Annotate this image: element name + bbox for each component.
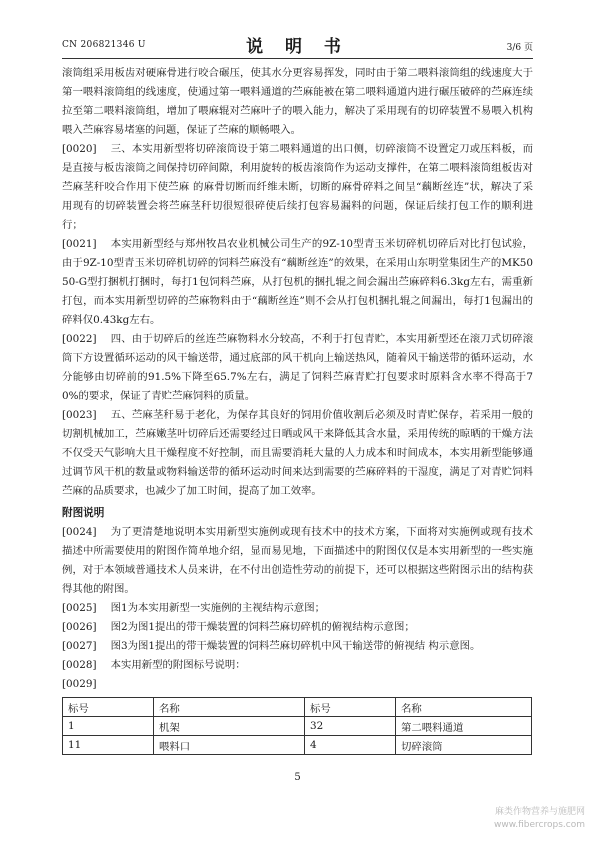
paragraph-text: 本实用新型的附图标号说明： — [110, 659, 246, 671]
watermark-title: 麻类作物营养与施肥网 — [494, 807, 585, 817]
paragraph-0023 — [62, 406, 533, 501]
watermark — [494, 806, 585, 832]
paragraph-0020 — [62, 140, 533, 235]
paragraph-number: [0022] — [62, 333, 97, 345]
paragraph-text: 三、本实用新型将切碎滚筒设于第二喂料通道的出口侧，切碎滚筒不设置定刀或压料板，而是直接与板齿滚筒之间保持切碎间隙，利用旋转的板齿滚筒作为运动支撑件，在第二喂料滚筒组板齿对苎麻茎秆咬合作用下使苎麻 的麻骨切断而纤维未断，切断的麻骨碎料之间呈“藕断丝连”状，解决了采用现有的切碎装置会将苎麻茎秆切很短很碎使后续打包容易漏料的问题，保证后续打包工作的顺利进行； — [62, 143, 533, 231]
table-header-cell: 名称 — [154, 698, 305, 717]
table-cell: 1 — [63, 717, 154, 736]
table-cell: 第二喂料通道 — [396, 717, 532, 736]
table-header-cell: 标号 — [63, 698, 154, 717]
page-header — [62, 30, 533, 59]
table-header-cell: 标号 — [305, 698, 396, 717]
table-cell: 机架 — [154, 717, 305, 736]
table-cell: 11 — [63, 736, 154, 755]
paragraph-0029 — [62, 675, 533, 694]
watermark-url: www.fibercrops.com — [494, 820, 585, 830]
paragraph-text: 图2为图1提出的带干燥装置的饲料苎麻切碎机的俯视结构示意图； — [110, 621, 415, 633]
figure-description — [62, 523, 533, 694]
paragraph-0025 — [62, 599, 533, 618]
paragraph-text: 本实用新型经与郑州牧昌农业机械公司生产的9Z-10型青玉米切碎机切碎后对比打包试验，由于9Z-10型青玉米切碎机切碎的饲料苎麻没有“藕断丝连”的效果，在采用山东明堂集团生产的MK5050-G型打捆机打捆时，每打1包饲料苎麻，从打包机的捆扎辊之间会漏出苎麻碎料6.3kg左右，需重新打包，而本实用新型切碎的苎麻物料由于“藕断丝连”则不会从打包机捆扎辊之间漏出，每打1包漏出的碎料仅0.43kg左右。 — [62, 238, 533, 326]
paragraph-number: [0020] — [62, 143, 97, 155]
table-header-row — [63, 698, 532, 717]
table-row — [63, 717, 532, 736]
table-cell: 32 — [305, 717, 396, 736]
table-cell: 喂料口 — [154, 736, 305, 755]
paragraph-number: [0023] — [62, 409, 97, 421]
paragraph-text: 四、由于切碎后的丝连苎麻物料水分较高，不利于打包青贮，本实用新型还在滚刀式切碎滚筒下方设置循环运动的风干输送带，通过底部的风干机向上输送热风，随着风干输送带的循环运动，水分能够由切碎前的91.5%下降至65.7%左右，满足了饲料苎麻青贮打包要求时原料含水率不得高于70%的要求，保证了青贮苎麻饲料的质量。 — [62, 333, 533, 402]
paragraph-0024 — [62, 523, 533, 599]
paragraph-number: [0028] — [62, 659, 97, 671]
paragraph-number: [0026] — [62, 621, 97, 633]
paragraph-text: 五、苎麻茎秆易于老化，为保存其良好的饲用价值收割后必须及时青贮保存，若采用一般的切割机械加工，苎麻嫩茎叶切碎后还需要经过日晒或风干来降低其含水量，采用传统的晾晒的干燥方法不仅受天气影响大且干燥程度不好控制，而且需要消耗大量的人力成本和时间成本，本实用新型能够通过调节风干机的数量或物料输送带的循环运动时间来达到需要的苎麻碎料的干湿度，满足了对青贮饲料苎麻的品质要求，也减少了加工时间，提高了加工效率。 — [62, 409, 533, 497]
reference-numeral-table — [62, 697, 532, 755]
table-cell: 切碎滚筒 — [396, 736, 532, 755]
paragraph-text: 图3为图1提出的带干燥装置的饲料苎麻切碎机中风干输送带的俯视结 构示意图。 — [110, 640, 481, 652]
paragraph-0026 — [62, 618, 533, 637]
paragraph-text: 为了更清楚地说明本实用新型实施例或现有技术中的技术方案，下面将对实施例或现有技术描述中所需要使用的附图作简单地介绍，显而易见地，下面描述中的附图仅仅是本实用新型的一些实施例，对于本领域普通技术人员来讲，在不付出创造性劳动的前提下，还可以根据这些附图示出的结构获得其他的附图。 — [62, 526, 533, 595]
paragraph-number: [0027] — [62, 640, 97, 652]
paragraph-0028 — [62, 656, 533, 675]
paragraph-number: [0029] — [62, 678, 97, 690]
patent-number: CN 206821346 U — [62, 40, 146, 50]
paragraph-number: [0024] — [62, 526, 97, 538]
section-heading: 附图说明 — [62, 507, 105, 519]
paragraph — [62, 64, 533, 140]
paragraph-0022 — [62, 330, 533, 406]
paragraph-text: 图1为本实用新型一实施例的主视结构示意图； — [110, 602, 325, 614]
paragraph-number: [0021] — [62, 238, 97, 250]
page-number: 5 — [294, 772, 301, 783]
paragraph-0021 — [62, 235, 533, 330]
paragraph-number: [0025] — [62, 602, 97, 614]
paragraph-text: 滚筒组采用板齿对硬麻骨进行咬合碾压，使其水分更容易挥发，同时由于第二喂料滚筒组的线速度大于第一喂料滚筒组的线速度，使通过第一喂料通道的苎麻能被在第二喂料通道内进行碾压破碎的苎麻连续拉至第二喂料滚筒组，增加了喂麻辊对苎麻叶子的喂入能力，解决了采用现有的切碎装置不易喂入机构喂入苎麻容易堵塞的问题，保证了苎麻的顺畅喂入。 — [62, 67, 533, 136]
table-header-cell: 名称 — [396, 698, 532, 717]
table-row — [63, 736, 532, 755]
document-title: 说 明 书 — [246, 37, 349, 57]
paragraph-0027 — [62, 637, 533, 656]
body-text — [62, 64, 533, 501]
page-count: 3/6 页 — [506, 43, 533, 53]
table-cell: 4 — [305, 736, 396, 755]
